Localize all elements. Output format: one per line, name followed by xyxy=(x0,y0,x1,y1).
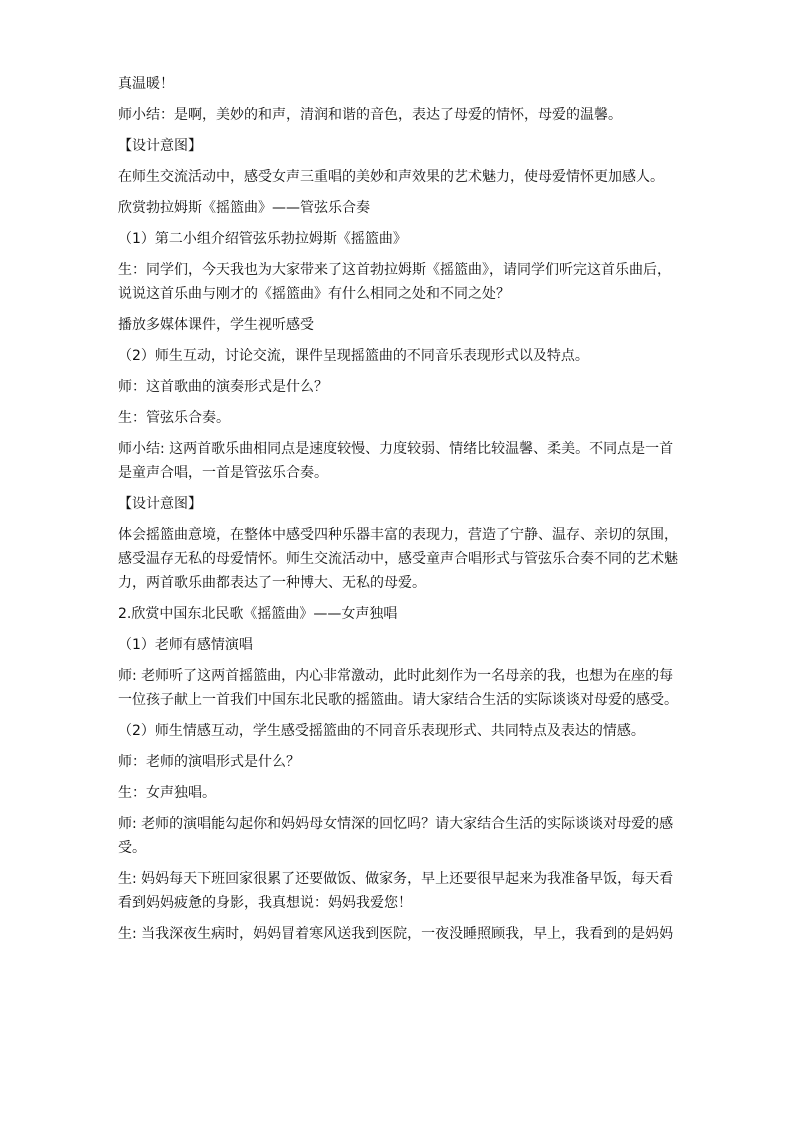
paragraph xyxy=(118,602,688,626)
text-line: 说说这首乐曲与刚才的《摇篮曲》有什么相同之处和不同之处？ xyxy=(118,286,510,302)
text-line: 感受温存无私的母爱情怀。师生交流活动中，感受童声合唱形式与管弦乐合奏不同的艺术魅 xyxy=(118,551,678,567)
paragraph xyxy=(118,750,688,774)
paragraph xyxy=(118,781,688,805)
paragraph xyxy=(118,406,688,430)
paragraph xyxy=(118,134,688,158)
paragraph xyxy=(118,437,688,485)
paragraph xyxy=(118,72,688,96)
text-line: 师: 老师的演唱能勾起你和妈妈母女情深的回忆吗？请大家结合生活的实际谈谈对母爱的感 xyxy=(118,816,674,832)
text-line: 【设计意图】 xyxy=(118,138,202,154)
paragraph xyxy=(118,867,688,915)
paragraph xyxy=(118,922,688,946)
text-line: 欣赏勃拉姆斯《摇篮曲》——管弦乐合奏 xyxy=(118,200,370,216)
text-line: 2.欣赏中国东北民歌《摇篮曲》——女声独唱 xyxy=(118,606,398,622)
text-line: 生：同学们，今天我也为大家带来了这首勃拉姆斯《摇篮曲》，请同学们听完这首乐曲后， xyxy=(118,262,671,278)
paragraph xyxy=(118,103,688,127)
text-line: 播放多媒体课件，学生视听感受 xyxy=(118,317,314,333)
paragraph xyxy=(118,523,688,595)
text-line: （1）第二小组介绍管弦乐勃拉姆斯《摇篮曲》 xyxy=(118,231,407,247)
text-line: 生：女声独唱。 xyxy=(118,785,216,801)
text-line: 生: 当我深夜生病时，妈妈冒着寒风送我到医院，一夜没睡照顾我，早上，我看到的是妈妈 xyxy=(118,926,674,942)
paragraph xyxy=(118,812,688,860)
text-line: （2）师生情感互动，学生感受摇篮曲的不同音乐表现形式、共同特点及表达的情感。 xyxy=(118,723,645,739)
text-line: 师: 老师听了这两首摇篮曲，内心非常激动，此时此刻作为一名母亲的我，也想为在座的每 xyxy=(118,668,674,684)
text-line: （1）老师有感情演唱 xyxy=(118,637,253,653)
text-line: 是童声合唱，一首是管弦乐合奏。 xyxy=(118,465,328,481)
paragraph xyxy=(118,258,688,306)
document-page xyxy=(118,72,688,953)
text-line: 【设计意图】 xyxy=(118,496,202,512)
paragraph xyxy=(118,633,688,657)
text-line: 受。 xyxy=(118,840,146,856)
paragraph xyxy=(118,719,688,743)
paragraph xyxy=(118,375,688,399)
paragraph xyxy=(118,664,688,712)
text-line: （2）师生互动，讨论交流，课件呈现摇篮曲的不同音乐表现形式以及特点。 xyxy=(118,348,589,364)
paragraph xyxy=(118,313,688,337)
text-line: 师小结：是啊，美妙的和声，清润和谐的音色，表达了母爱的情怀，母爱的温馨。 xyxy=(118,107,622,123)
text-line: 师小结: 这两首歌乐曲相同点是速度较慢、力度较弱、情绪比较温馨、柔美。不同点是一首 xyxy=(118,441,674,457)
text-line: 一位孩子献上一首我们中国东北民歌的摇篮曲。请大家结合生活的实际谈谈对母爱的感受。 xyxy=(118,692,678,708)
text-line: 看到妈妈疲惫的身影，我真想说：妈妈我爱您！ xyxy=(118,895,412,911)
text-line: 师：这首歌曲的演奏形式是什么？ xyxy=(118,379,328,395)
paragraph xyxy=(118,344,688,368)
text-line: 生: 妈妈每天下班回家很累了还要做饭、做家务，早上还要很早起来为我准备早饭，每天看 xyxy=(118,871,674,887)
text-line: 真温暖！ xyxy=(118,76,174,92)
text-line: 师：老师的演唱形式是什么？ xyxy=(118,754,300,770)
text-line: 生：管弦乐合奏。 xyxy=(118,410,230,426)
paragraph xyxy=(118,492,688,516)
text-line: 体会摇篮曲意境，在整体中感受四种乐器丰富的表现力，营造了宁静、温存、亲切的氛围， xyxy=(118,527,678,543)
text-line: 力，两首歌乐曲都表达了一种博大、无私的母爱。 xyxy=(118,575,426,591)
paragraph xyxy=(118,196,688,220)
text-line: 在师生交流活动中，感受女声三重唱的美妙和声效果的艺术魅力，使母爱情怀更加感人。 xyxy=(118,169,664,185)
paragraph xyxy=(118,227,688,251)
paragraph xyxy=(118,165,688,189)
